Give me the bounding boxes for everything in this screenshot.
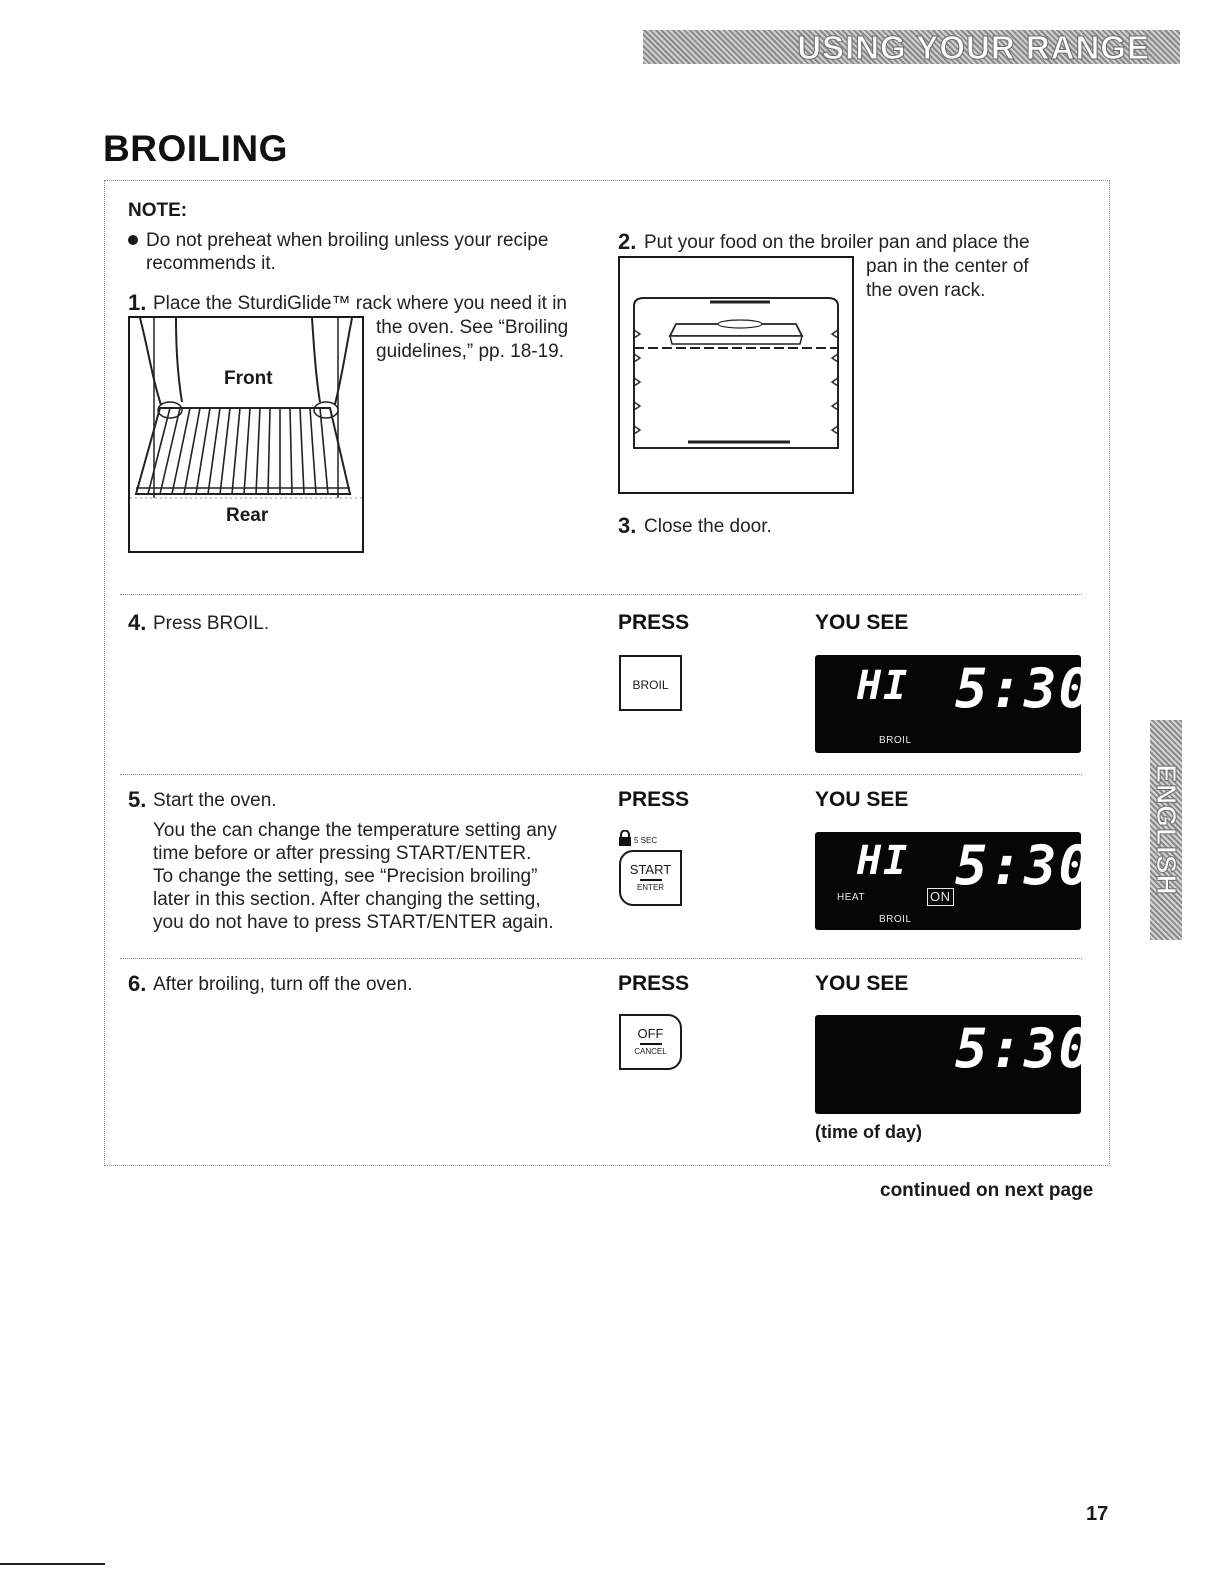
display-heat-label: HEAT xyxy=(837,892,865,903)
page-title: BROILING xyxy=(103,128,288,169)
step6-see-label: YOU SEE xyxy=(815,972,909,995)
step4-number: 4. xyxy=(128,610,147,635)
step4-see-label: YOU SEE xyxy=(815,611,909,634)
step5-detail-line3: To change the setting, see “Precision broiling” xyxy=(153,866,538,887)
step1-text-line2: the oven. See “Broiling xyxy=(376,317,569,338)
display-time-text: 5:30 xyxy=(955,657,1094,720)
step5-display xyxy=(815,832,1094,930)
step2-text-line1: Put your food on the broiler pan and place the xyxy=(644,232,1030,253)
step6-number: 6. xyxy=(128,971,147,996)
off-button-label: OFF xyxy=(637,1026,664,1041)
step1-number: 1. xyxy=(128,290,147,315)
continued-note: continued on next page xyxy=(880,1180,1094,1201)
step5-see-label: YOU SEE xyxy=(815,788,909,811)
start-enter-button[interactable] xyxy=(619,850,682,906)
display-on-indicator: ON xyxy=(927,888,954,906)
divider xyxy=(120,774,1082,775)
button-divider xyxy=(640,1043,662,1045)
step2-number: 2. xyxy=(618,229,637,254)
step3-number: 3. xyxy=(618,513,637,538)
page-number: 17 xyxy=(1086,1503,1109,1525)
display-time-text: 5:30 xyxy=(955,834,1094,897)
display-mode-label: BROIL xyxy=(879,735,912,746)
section-banner-text: USING YOUR RANGE xyxy=(797,29,1150,66)
step4-text: Press BROIL. xyxy=(153,613,270,634)
step4-display xyxy=(815,655,1094,753)
display-caption: (time of day) xyxy=(815,1122,923,1142)
footer-rule xyxy=(0,1563,105,1565)
language-tab-text: ENGLISH xyxy=(1151,764,1182,896)
figure-label-rear: Rear xyxy=(226,505,269,526)
note-bullet-text: Do not preheat when broiling unless your recipe recommends it. xyxy=(146,230,549,274)
step6-text: After broiling, turn off the oven. xyxy=(153,974,413,995)
section-banner xyxy=(643,30,1180,64)
step2-text-line2: pan in the center of xyxy=(866,256,1029,277)
step6-display xyxy=(815,1015,1094,1114)
hold-duration-label: 5 SEC xyxy=(634,836,658,845)
off-cancel-button[interactable] xyxy=(619,1014,682,1070)
note-label: NOTE: xyxy=(128,200,188,221)
step5-detail-line5: you do not have to press START/ENTER again. xyxy=(153,912,554,933)
broiler-pan-figure xyxy=(618,256,854,494)
step4-press-label: PRESS xyxy=(618,611,690,634)
broil-button[interactable]: BROIL xyxy=(619,655,682,711)
step6-press-label: PRESS xyxy=(618,972,690,995)
enter-button-label: ENTER xyxy=(636,883,665,892)
step5-text: Start the oven. xyxy=(153,790,277,811)
display-temp-text: HI xyxy=(857,663,910,709)
display-time-text: 5:30 xyxy=(955,1017,1094,1080)
step1-text-line3: guidelines,” pp. 18-19. xyxy=(376,341,565,362)
step1-text-line1: Place the SturdiGlide™ rack where you need it in xyxy=(153,293,567,314)
step5-detail-line2: time before or after pressing START/ENTER. xyxy=(153,843,532,864)
divider xyxy=(120,958,1082,959)
display-temp-text: HI xyxy=(857,838,910,884)
button-divider xyxy=(640,879,662,881)
rack-figure xyxy=(128,316,364,553)
step5-detail-line4: later in this section. After changing the setting, xyxy=(153,889,541,910)
step5-number: 5. xyxy=(128,787,147,812)
divider xyxy=(120,594,1082,595)
bullet-icon xyxy=(128,235,138,245)
cancel-button-label: CANCEL xyxy=(634,1047,667,1056)
language-tab xyxy=(1150,720,1182,940)
step3-text: Close the door. xyxy=(644,516,772,537)
figure-label-front: Front xyxy=(224,368,273,389)
display-mode-label: BROIL xyxy=(879,914,912,925)
step5-press-label: PRESS xyxy=(618,788,690,811)
step5-detail-line1: You the can change the temperature setting any xyxy=(153,820,557,841)
lock-icon xyxy=(618,830,632,846)
step2-text-line3: the oven rack. xyxy=(866,280,986,301)
oven-cavity-illustration xyxy=(620,258,852,492)
start-button-label: START xyxy=(629,862,672,877)
